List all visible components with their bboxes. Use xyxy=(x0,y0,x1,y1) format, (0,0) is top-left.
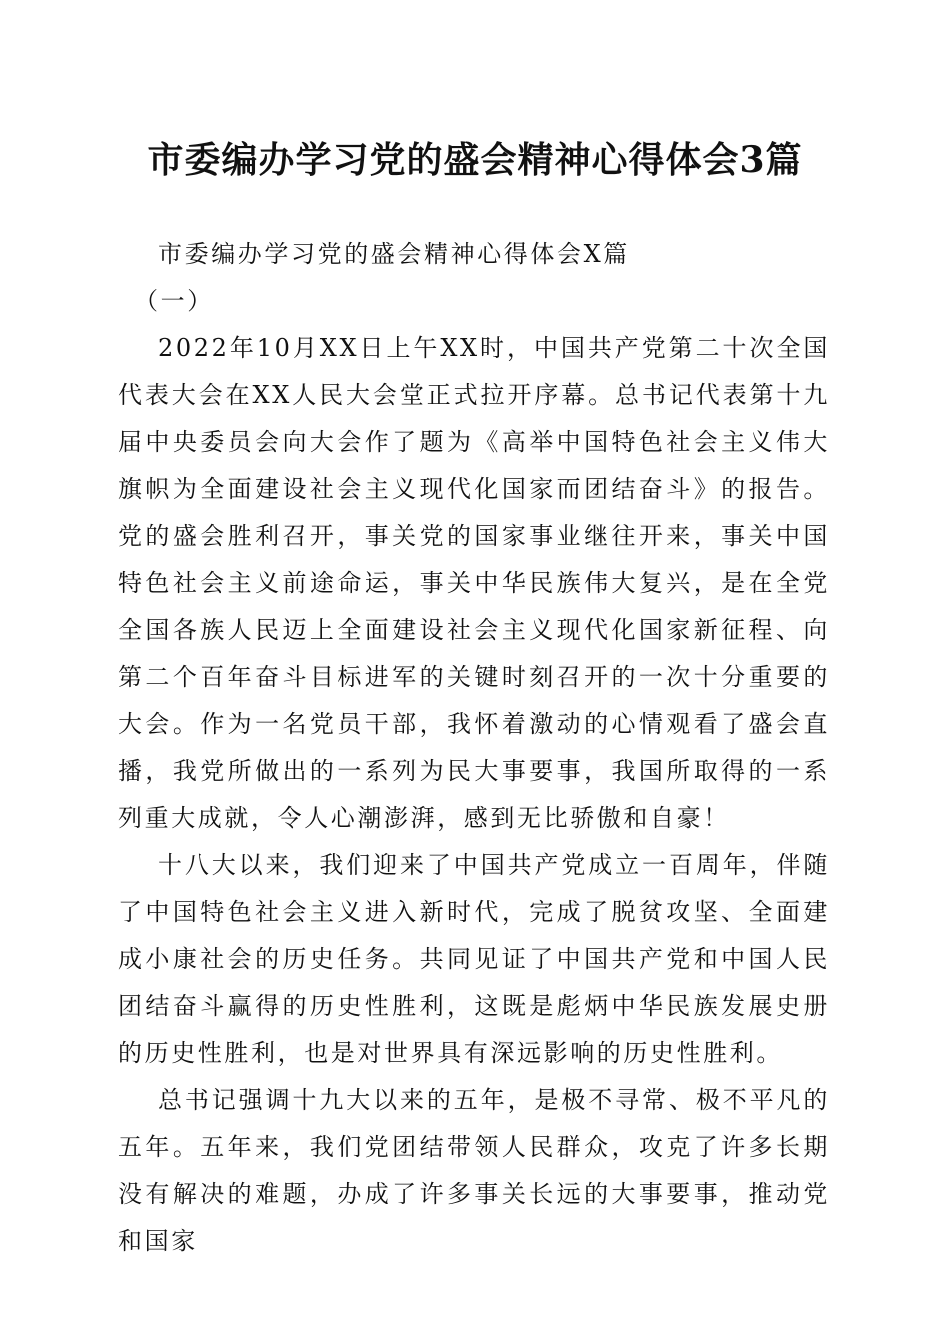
document-title: 市委编办学习党的盛会精神心得体会3篇 xyxy=(147,139,803,181)
document-body xyxy=(118,231,830,1265)
paragraph-1: 2022年10月XX日上午XX时，中国共产党第二十次全国代表大会在XX人民大会堂正式拉开序幕。总书记代表第十九届中央委员会向大会作了题为《高举中国特色社会主义伟大旗帜为全面建设社会主义现代化国家而团结奋斗》的报告。党的盛会胜利召开，事关党的国家事业继往开来，事关中国特色社会主义前途命运，事关中华民族伟大复兴，是在全党全国各族人民迈上全面建设社会主义现代化国家新征程、向第二个百年奋斗目标进军的关键时刻召开的一次十分重要的大会。作为一名党员干部，我怀着激动的心情观看了盛会直播，我党所做出的一系列为民大事要事，我国所取得的一系列重大成就，令人心潮澎湃，感到无比骄傲和自豪！ xyxy=(118,334,830,832)
section-marker: （一） xyxy=(134,287,214,315)
paragraph-2: 十八大以来，我们迎来了中国共产党成立一百周年，伴随了中国特色社会主义进入新时代，完成了脱贫攻坚、全面建成小康社会的历史任务。共同见证了中国共产党和中国人民团结奋斗赢得的历史性胜利，这既是彪炳中华民族发展史册的历史性胜利，也是对世界具有深远影响的历史性胜利。 xyxy=(118,851,830,1067)
subtitle: 市委编办学习党的盛会精神心得体会X篇 xyxy=(158,240,630,268)
paragraph-3: 总书记强调十九大以来的五年，是极不寻常、极不平凡的五年。五年来，我们党团结带领人民群众，攻克了许多长期没有解决的难题，办成了许多事关长远的大事要事，推动党和国家 xyxy=(118,1086,830,1255)
